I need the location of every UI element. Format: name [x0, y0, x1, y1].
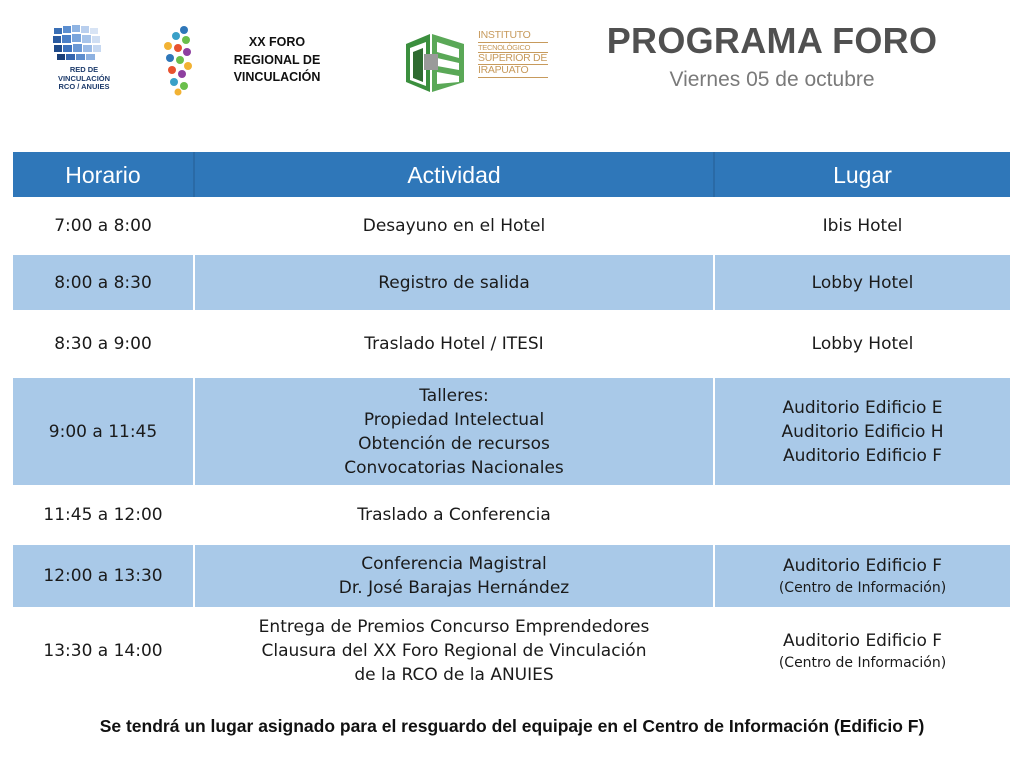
table-row — [13, 197, 1010, 253]
lugar-line: Lobby Hotel — [811, 272, 914, 293]
cell-actividad — [195, 255, 715, 310]
schedule-table — [13, 152, 1010, 693]
page-date: Viernes 05 de octubre — [669, 68, 875, 91]
cell-lugar — [715, 545, 1010, 607]
table-row — [13, 607, 1010, 693]
foro-title — [222, 34, 332, 87]
table-header — [13, 152, 1010, 197]
column-header-horario: Horario — [13, 152, 195, 197]
actividad-line: Dr. José Barajas Hernández — [338, 578, 570, 598]
table-row — [13, 253, 1010, 310]
table-row — [13, 543, 1010, 607]
lugar-line: Auditorio Edificio F — [782, 445, 943, 466]
logo-caption-line: VINCULACIÓN — [57, 73, 111, 83]
grid-globe-icon — [50, 22, 110, 64]
cell-lugar — [715, 609, 1010, 693]
actividad-line: Talleres: — [419, 385, 489, 406]
itesi-name — [478, 30, 548, 78]
itesi-line: INSTITUTO — [478, 30, 548, 43]
actividad-line: Traslado Hotel / ITESI — [364, 334, 544, 354]
cell-actividad — [195, 545, 715, 607]
cell-actividad — [195, 609, 715, 693]
lugar-line: Ibis Hotel — [822, 216, 903, 236]
itesi-logo — [400, 30, 470, 96]
cell-horario: 11:45 a 12:00 — [13, 487, 195, 543]
actividad-line: Traslado a Conferencia — [357, 505, 551, 525]
itesi-mark-icon — [400, 30, 470, 96]
table-row — [13, 485, 1010, 543]
cell-lugar — [715, 255, 1010, 310]
cell-horario: 13:30 a 14:00 — [13, 609, 195, 693]
foro-title-line: REGIONAL DE — [233, 52, 321, 67]
logo-caption-line: RCO / ANUIES — [58, 82, 110, 91]
page-title: PROGRAMA FORO — [606, 20, 938, 61]
actividad-line: Convocatorias Nacionales — [344, 457, 564, 478]
footer-note: Se tendrá un lugar asignado para el resguardo del equipaje en el Centro de Información (Edificio F) — [99, 716, 925, 736]
lugar-note: (Centro de Información) — [778, 580, 947, 596]
foro-title-line: VINCULACIÓN — [233, 70, 321, 84]
cell-horario: 7:00 a 8:00 — [13, 199, 195, 253]
column-header-lugar: Lugar — [833, 161, 892, 188]
actividad-line: Obtención de recursos — [358, 433, 550, 454]
cell-horario: 9:00 a 11:45 — [13, 378, 195, 485]
cell-actividad — [195, 199, 715, 253]
actividad-line: de la RCO de la ANUIES — [354, 665, 554, 685]
foro-dots-logo — [160, 24, 196, 96]
lugar-line: Auditorio Edificio F — [782, 556, 943, 576]
foro-title-line: XX FORO — [248, 35, 306, 49]
cell-lugar — [715, 312, 1010, 376]
cell-horario: 8:30 a 9:00 — [13, 312, 195, 376]
table-row — [13, 310, 1010, 376]
actividad-line: Propiedad Intelectual — [363, 409, 545, 430]
lugar-line: Auditorio Edificio F — [782, 631, 943, 651]
red-vinculacion-logo — [50, 22, 120, 94]
colored-dots-icon — [160, 24, 196, 96]
actividad-line: Clausura del XX Foro Regional de Vinculación — [261, 641, 647, 661]
actividad-line: Conferencia Magistral — [361, 554, 547, 574]
itesi-line: SUPERIOR DE — [478, 51, 548, 64]
cell-lugar — [715, 378, 1010, 485]
lugar-line: Lobby Hotel — [811, 334, 914, 354]
itesi-line: TECNOLÓGICO — [478, 43, 548, 53]
itesi-line: IRAPUATO — [478, 65, 548, 78]
actividad-line: Registro de salida — [378, 272, 530, 293]
actividad-line: Desayuno en el Hotel — [362, 216, 546, 236]
lugar-line: Auditorio Edificio H — [781, 421, 944, 442]
column-header-actividad: Actividad — [195, 152, 715, 197]
cell-lugar — [715, 487, 1010, 543]
cell-actividad — [195, 378, 715, 485]
actividad-line: Entrega de Premios Concurso Emprendedores — [258, 617, 650, 637]
cell-horario: 8:00 a 8:30 — [13, 255, 195, 310]
cell-lugar — [715, 199, 1010, 253]
lugar-line: Auditorio Edificio E — [782, 397, 943, 418]
cell-horario: 12:00 a 13:30 — [13, 545, 195, 607]
table-row — [13, 376, 1010, 485]
lugar-note: (Centro de Información) — [778, 655, 947, 671]
cell-actividad — [195, 487, 715, 543]
logo-caption-line: RED DE — [69, 65, 99, 74]
cell-actividad — [195, 312, 715, 376]
